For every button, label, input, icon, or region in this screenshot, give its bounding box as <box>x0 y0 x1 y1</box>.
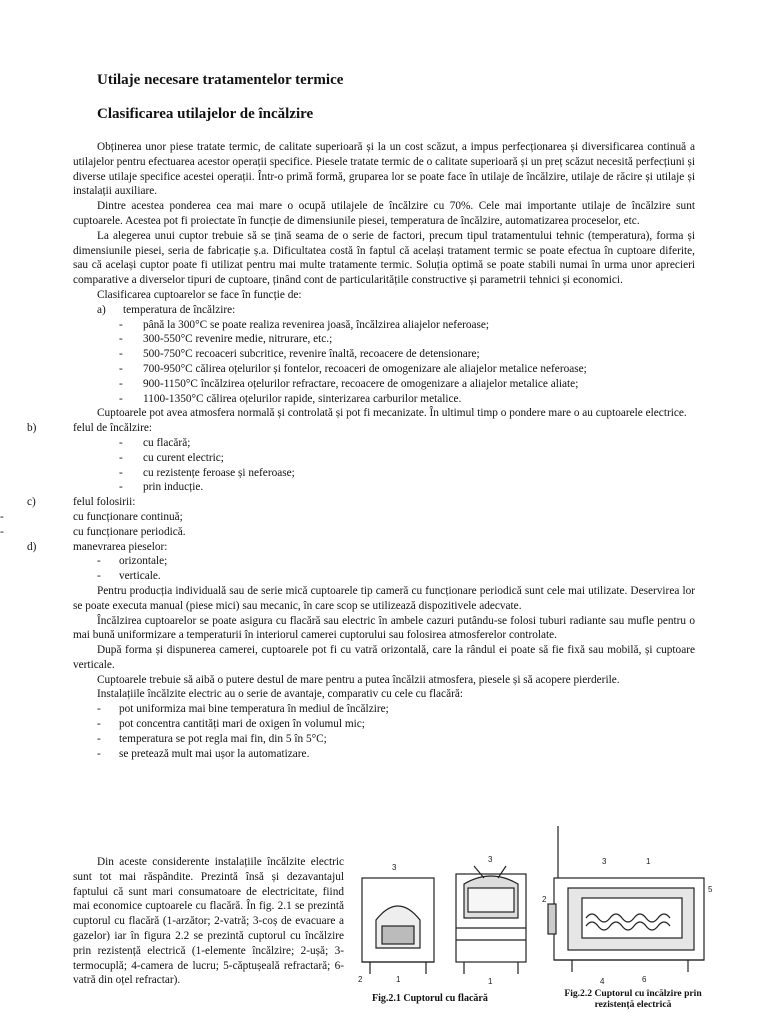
paragraph-6: Încălzirea cuptoarelor se poate asigura cu flacără sau electric în ambele cazuri putându-se folosi tuburi radiante sau mufle pentru o mai bună uniformizare a temperaturii în interiorul camerei cuptorului sau folosirea atmosferelor controlate. <box>73 614 695 642</box>
label-5: 5 <box>708 885 713 894</box>
list-item: - prin inducție. <box>119 481 204 494</box>
list-heading: felul folosirii: <box>73 496 136 509</box>
list-item: - pot concentra cantități mari de oxigen în volumul mic; <box>97 718 365 731</box>
label-3: 3 <box>602 857 607 866</box>
list-item: - cu flacără; <box>119 436 191 449</box>
label-4: 4 <box>600 977 605 986</box>
label-2: 2 <box>542 895 547 904</box>
list-label: b) <box>27 422 37 435</box>
paragraph-7: După forma și dispunerea camerei, cuptoarele pot fi cu vatră orizontală, care la rândul ei poate să fie fixă sau mobilă, și cuptoare verticale. <box>73 644 695 671</box>
figure-flame-furnace <box>356 848 534 988</box>
list-item: - verticale. <box>97 570 161 583</box>
list-heating-type <box>27 421 695 495</box>
figure-electric-furnace <box>542 822 718 988</box>
list-item: - 1100-1350°C călirea oțelurilor rapide, sinterizarea carburilor metalice. <box>119 392 462 405</box>
list-item: - 700-950°C călirea oțelurilor și fontelor, recoaceri de omogenizare ale aliajelor metalice neferoase; <box>119 362 587 375</box>
final-paragraph <box>73 855 344 988</box>
list-advantages <box>73 702 695 761</box>
label-2: 2 <box>358 975 363 984</box>
list-item: - pot uniformiza mai bine temperatura în mediul de încălzire; <box>97 703 389 716</box>
label-6: 6 <box>642 975 647 984</box>
list-item: - se pretează mult mai ușor la automatizare. <box>97 747 310 760</box>
paragraph-4: Clasificarea cuptoarelor se face în funcție de: <box>97 288 302 301</box>
list-item: - cu funcționare periodică. <box>0 525 186 538</box>
list-item: - 900-1150°C încălzirea oțelurilor refractare, recoacere de omogenizare a aliajelor metalice aliate; <box>119 377 579 390</box>
list-item: - cu curent electric; <box>119 451 224 464</box>
label-1: 1 <box>396 975 401 984</box>
list-usage <box>0 495 695 539</box>
list-heading: temperatura de încălzire: <box>123 303 236 316</box>
paragraph-8: Cuptoarele trebuie să aibă o putere destul de mare pentru a putea încălzii atmosfera, piesele și să acopere pierderile. <box>97 673 620 686</box>
list-item: - cu funcționare continuă; <box>0 510 183 523</box>
document-title: Utilaje necesare tratamentelor termice <box>97 72 344 88</box>
paragraph-final: Din aceste considerente instalațiile încălzite electric sunt tot mai răspândite. Prezintă însă și dezavantajul faptului că sunt mari consumatoare de electricitate, fiind mai economice cuptoarele cu flacără. În fig. 2.1 se prezintă cuptorul cu flacără (1-arzător; 2-vatră; 3-coș de evacuare a gazelor) iar în figura 2.2 se prezintă cuptorul cu încălzire prin rezistență electrică (1-elemente încălzire; 2-ușă; 3-termocuplă; 4-camera de lucru; 5-căptușeală refractară; 6-vatră din oțel refractar). <box>73 856 344 987</box>
list-label: c) <box>27 496 36 509</box>
list-item: - 500-750°C recoaceri subcritice, revenire înaltă, recoacere de detensionare; <box>119 348 480 361</box>
figure-2-caption: Fig.2.2 Cuptorul cu încălzire prin rezistență electrică <box>564 988 702 1010</box>
list-item: - cu rezistențe feroase și neferoase; <box>119 466 295 479</box>
document-body <box>0 140 695 761</box>
paragraph-after-a: Cuptoarele pot avea atmosfera normală și controlată și pot fi mecanizate. În ultimul timp o pondere mare o au cuptoarele electrice. <box>97 407 687 420</box>
list-label: d) <box>27 540 37 553</box>
paragraph-3: La alegerea unui cuptor trebuie să se țină seama de o serie de factori, precum tipul tratamentului tehnic (temperatura), forma și dimensiunile piesei, seria de fabricație ș.a. Dificultatea costă în faptul că același tratament termic se poate efectua în cuptoare diferite, sau că același cuptor poate fi utilizat pentru mai multe tratamente termic. Soluția optimă se poate stabili numai în urma unor aprecieri comparative a diverselor tipuri de cuptoare, ținând cont de particularitățile constructive și parametrii tehnici și economici. <box>73 229 695 287</box>
list-heading: felul de încălzire: <box>73 422 153 435</box>
paragraph-5: Pentru producția individuală sau de serie mică cuptoarele tip cameră cu funcționare periodică sunt cele mai utilizate. Deservirea lor se poate executa manual (piese mici) sau mecanic, în care scop se utilizează dispozitivele adecvate. <box>73 584 695 612</box>
list-item: - 300-550°C revenire medie, nitrurare, etc.; <box>119 333 333 346</box>
list-label: a) <box>97 303 106 316</box>
list-item: - până la 300°C se poate realiza revenirea joasă, încălzirea aliajelor neferoase; <box>119 318 490 331</box>
label-1b: 1 <box>488 977 493 986</box>
label-3b: 3 <box>488 855 493 864</box>
paragraph-2: Dintre acestea ponderea cea mai mare o ocupă utilajele de încălzire cu 70%. Cele mai importante utilaje de încălzire sunt cuptoarele. Acestea pot fi proiectate în funcție de dimensiunile piesei, temperatura de încălzire, automatizarea proceselor, etc. <box>73 200 695 227</box>
paragraph-1: Obținerea unor piese tratate termic, de calitate superioară și la un cost scăzut, a impus perfecționarea și diversificarea continuă a utilajelor pentru efectuarea acestor operații specifice. Piesele tratate termic de o calitate superioară și un preț scăzut necesită perfecțiuni și diverse utilaje specifice acestei operații. Într-o primă formă, gruparea lor se poate face în utilaje de încălzire, utilaje de răcire și utilaje și instalații auxiliare. <box>73 141 695 198</box>
list-item: - temperatura se pot regla mai fin, din 5 în 5°C; <box>97 732 327 745</box>
figure-1-caption: Fig.2.1 Cuptorul cu flacără <box>372 993 488 1004</box>
section-title: Clasificarea utilajelor de încălzire <box>97 106 314 122</box>
list-heading: manevrarea pieselor: <box>73 540 168 553</box>
list-handling <box>27 540 695 584</box>
paragraph-9: Instalațiile încălzite electric au o serie de avantaje, comparativ cu cele cu flacără: <box>97 688 463 701</box>
label-1: 1 <box>646 857 651 866</box>
label-3: 3 <box>392 863 397 872</box>
list-temperature <box>73 303 695 407</box>
list-item: - orizontale; <box>97 555 168 568</box>
